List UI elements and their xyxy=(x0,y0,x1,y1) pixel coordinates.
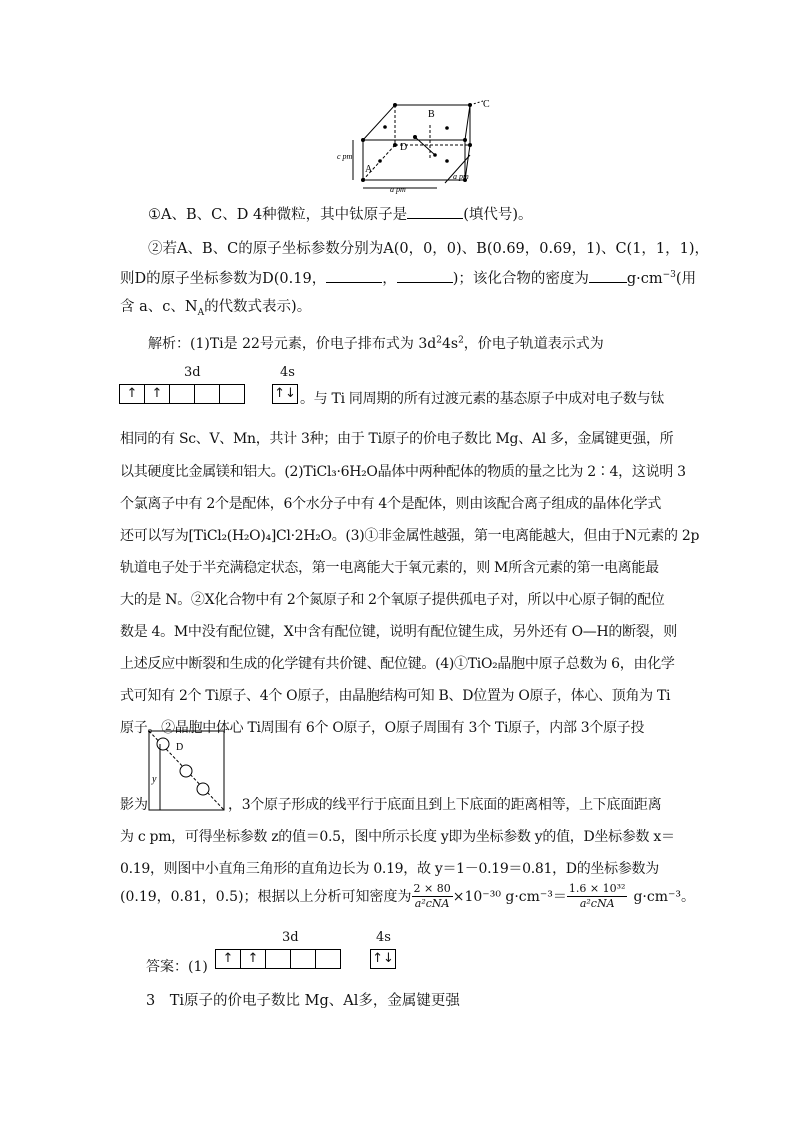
label-a: A xyxy=(365,164,373,175)
analysis-line-7: 轨道电子处于半充满稳定状态，第一电离能大于氧元素的，则 M所含元素的第一电离能最 xyxy=(120,560,659,576)
analysis-line-15: 0.19，则图中小直角三角形的直角边长为 0.19，故 y＝1－0.19＝0.81，D的坐标参数为 xyxy=(120,861,659,877)
projection-label-y: y xyxy=(152,774,157,785)
answer-4s-orbital: ↑↓ xyxy=(370,949,396,969)
label-b: B xyxy=(428,109,435,120)
answer-blank-1[interactable] xyxy=(407,218,463,219)
question-2-line2: 则D的原子坐标参数为D(0.19， ， )；该化合物的密度为 $g\cdot cm^{-3}$(用 xyxy=(120,270,697,287)
label-c: C xyxy=(483,99,490,110)
answer-label: 答案：(1) xyxy=(146,959,208,975)
analysis-line-12: 原子。②晶胞中体心 Ti周围有 6个 O原子，O原子周围有 3个 Ti原子，内部 3个原子投 xyxy=(120,720,645,736)
analysis-line-13: ，3个原子形成的线平行于底面且到上下底面的距离相等，上下底面距离 xyxy=(228,797,662,813)
analysis-line-4: 以其硬度比金属镁和铝大。(2)TiCl₃·6H₂O晶体中两种配体的物质的量之比为 2∶4，这说明 3 xyxy=(120,464,686,480)
question-2-line3: 含 a、c、$N_A$的代数式表示)。 xyxy=(120,299,312,318)
analysis-line-14: 为 c pm，可得坐标参数 z的值＝0.5，图中所示长度 y即为坐标参数 y的值，D坐标参数 x＝ xyxy=(120,829,675,845)
front-face xyxy=(363,140,465,180)
answer-line-2: 3 Ti原子的价电子数比 Mg、Al多，金属键更强 xyxy=(146,993,460,1009)
answer-3d-orbital-4 xyxy=(290,949,316,969)
analysis-line-8: 大的是 N。②X化合物中有 2个氮原子和 2个氧原子提供孤电子对，所以中心原子铜的配位 xyxy=(120,592,665,608)
3d-orbital-4 xyxy=(194,384,220,404)
answer-3d-orbital-2: ↑ xyxy=(240,949,266,969)
analysis-line-5: 个氯离子中有 2个是配体，6个水分子中有 4个是配体，则由该配合离子组成的晶体化学式 xyxy=(120,496,662,512)
answer-blank-3[interactable] xyxy=(397,282,453,283)
answer-3d-orbital-5 xyxy=(315,949,341,969)
density-fraction-2: $\frac{\text{1.6 × 10³²}}{\text{a²cNA}}$ xyxy=(568,882,626,910)
question-2-line1: ②若A、B、C的原子坐标参数分别为A(0，0，0)、B(0.69，0.69，1)、C(1，1，1)， xyxy=(148,241,710,257)
answer-3d-orbital-3 xyxy=(265,949,291,969)
analysis-line-11: 式可知有 2个 Ti原子、4个 O原子，由晶胞结构可知 B、D位置为 O原子，体心、顶角为 Ti xyxy=(120,688,671,704)
c-dim-label: c pm xyxy=(337,152,353,161)
analysis-line-9: 数是 4。M中没有配位键，X中含有配位键，说明有配位键生成，另外还有 O—H的断裂，则 xyxy=(120,624,677,640)
3d-orbital-3 xyxy=(169,384,195,404)
projection-pre: 影为 xyxy=(120,797,148,813)
3d-orbital-2: ↑ xyxy=(144,384,170,404)
analysis-line-2: 。与 Ti 同周期的所有过渡元素的基态原子中成对电子数与钛 xyxy=(300,391,665,407)
a-dim-side-label: a pm xyxy=(453,172,469,181)
answer-blank-4[interactable] xyxy=(589,282,627,283)
a-dim-label: a pm xyxy=(390,185,406,194)
label-d: D xyxy=(400,142,408,153)
analysis-line-10: 上述反应中断裂和生成的化学键有共价键、配位键。(4)①TiO₂晶胞中原子总数为 6，由化学 xyxy=(120,656,675,672)
3d-orbital-1: ↑ xyxy=(119,384,145,404)
question-1: ①A、B、C、D 4种微粒，其中钛原子是 (填代号)。 xyxy=(148,207,533,223)
analysis-line-16: (0.19，0.81，0.5)；根据以上分析可知密度为 $\frac{2 \times 80}{\text{a²cNA}}$ ×10⁻³⁰ g·cm⁻³＝ $\frac{\text{1.6 × 10³²}}{\text{a²cNA}}$ g·cm⁻³。 xyxy=(120,882,695,910)
analysis-line-1: 解析：(1)Ti是 22号元素，价电子排布式为 $3d^24s^2$，价电子轨道表示式为 xyxy=(148,335,604,352)
analysis-line-6: 还可以写为[TiCl₂(H₂O)₄]Cl·2H₂O。(3)①非金属性越强，第一电离能越大，但由于N元素的 2p xyxy=(120,528,700,544)
4s-orbital: ↑↓ xyxy=(272,384,298,404)
answer-3d-orbital-1: ↑ xyxy=(215,949,241,969)
3d-orbital-5 xyxy=(219,384,245,404)
density-fraction-1: $\frac{2 \times 80}{\text{a²cNA}}$ xyxy=(413,882,451,910)
projection-label-d: D xyxy=(176,742,184,753)
projection-figure xyxy=(148,730,226,812)
crystal-cell-figure xyxy=(335,95,495,195)
answer-blank-2[interactable] xyxy=(326,282,382,283)
analysis-line-3: 相同的有 Sc、V、Mn，共计 3种；由于 Ti原子的价电子数比 Mg、Al 多，金属键更强，所 xyxy=(120,431,674,447)
